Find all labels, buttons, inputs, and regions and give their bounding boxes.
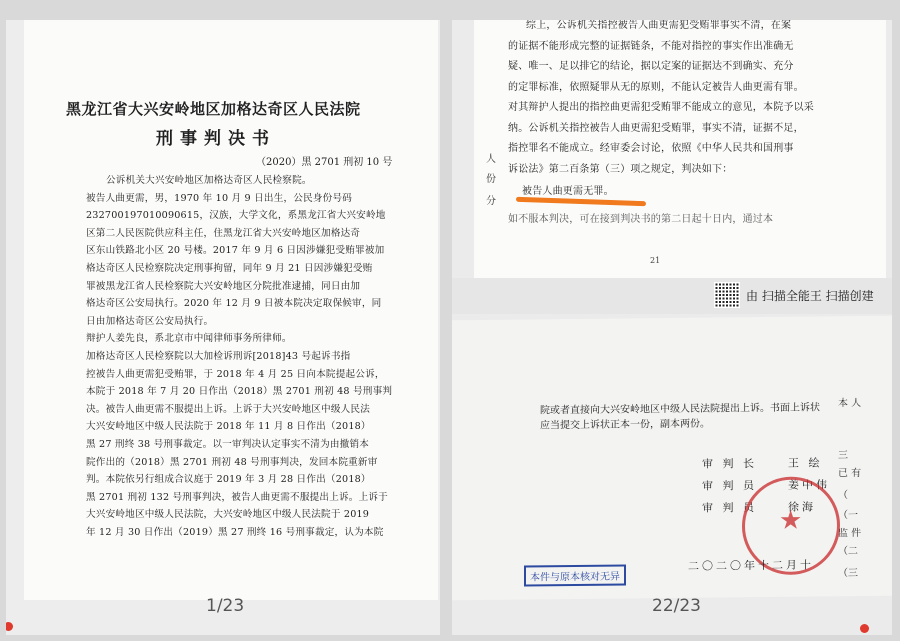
body-line: 院作出的（2018）黑 2701 刑初 48 号刑事判决，发回本院重新审 bbox=[86, 456, 378, 468]
judge-name: 王 绘 bbox=[788, 456, 823, 470]
body-line: 格达奇区公安局执行。2020 年 12 月 9 日被本院决定取保候审，同 bbox=[86, 298, 382, 310]
body-line: 对其辩护人提出的指控曲更需犯受贿罪不能成立的意见，本院予以采 bbox=[508, 102, 814, 113]
body-line: 年 12 月 30 日作出（2019）黑 27 刑终 16 号刑事裁定，认为本院 bbox=[86, 527, 384, 538]
certified-copy-stamp: 本件与原本核对无异 bbox=[524, 564, 626, 586]
body-line: 区第二人民医院供应科主任，住黑龙江省大兴安岭地区加格达奇 bbox=[86, 227, 361, 239]
edge-text: 三 bbox=[838, 450, 848, 462]
page-indicator-right: 22/23 bbox=[652, 596, 701, 616]
judgment-date: 二〇二〇年十二月十 bbox=[688, 558, 814, 573]
body-line: 黑 2701 刑初 132 号刑事判决，被告人曲更需不服提出上诉。上诉于 bbox=[86, 491, 388, 503]
body-line: 被告人曲更需，男，1970 年 10 月 9 日出生，公民身份号码 bbox=[86, 192, 353, 204]
body-line: 综上，公诉机关指控被告人曲更需犯受贿罪事实不清，在案 bbox=[526, 20, 792, 31]
edge-text: 监 件 bbox=[838, 528, 862, 540]
appeal-line: 应当提交上诉状正本一份，副本两份。 bbox=[540, 418, 710, 432]
margin-char: 份 bbox=[486, 174, 496, 185]
body-line: 加格达奇区人民检察院以大加检诉刑诉[2018]43 号起诉书指 bbox=[86, 351, 351, 362]
body-line: 的定罪标准，依照疑罪从无的原则，不能认定被告人曲更需有罪。 bbox=[508, 81, 804, 93]
court-title: 黑龙江省大兴安岭地区加格达奇区人民法院 bbox=[66, 100, 361, 118]
judge-role: 审 判 长 bbox=[702, 457, 757, 471]
margin-char: 人 bbox=[486, 154, 496, 165]
record-dot-icon bbox=[860, 624, 869, 633]
body-line: 指控罪名不能成立。经审委会讨论，依照《中华人民共和国刑事 bbox=[508, 143, 794, 154]
inner-page-number: 21 bbox=[650, 256, 661, 265]
body-line: 辩护人姜先良，系北京市中闻律师事务所律师。 bbox=[86, 333, 292, 345]
edge-text: （一 bbox=[838, 510, 858, 522]
edge-text: （二 bbox=[838, 546, 858, 558]
scan-watermark-strip bbox=[452, 278, 892, 314]
appeal-line: 院或者直接向大兴安岭地区中级人民法院提出上诉。书面上诉状 bbox=[540, 402, 820, 417]
qr-code-icon bbox=[714, 282, 740, 308]
body-line: 区东山铁路北小区 20 号楼。2017 年 9 月 6 日因涉嫌犯受贿罪被加 bbox=[86, 245, 385, 257]
highlight-underline bbox=[516, 197, 646, 207]
body-line: 罪被黑龙江省人民检察院大兴安岭地区分院批准逮捕，同日由加 bbox=[86, 280, 361, 292]
body-line: 格达奇区人民检察院决定刑事拘留，同年 9 月 21 日因涉嫌犯受贿 bbox=[86, 263, 373, 274]
judge-name: 徐海 bbox=[788, 500, 816, 514]
case-number: （2020）黑 2701 刑初 10 号 bbox=[256, 157, 393, 168]
body-line: 日由加格达奇区公安局执行。 bbox=[86, 315, 214, 327]
right-top-paper bbox=[474, 20, 886, 278]
cut-off-line: 如不服本判决，可在接到判决书的第二日起十日内，通过本 bbox=[508, 214, 774, 225]
left-page-panel[interactable] bbox=[6, 20, 440, 635]
judge-role: 审 判 员 bbox=[702, 501, 757, 515]
body-line: 本院于 2018 年 7 月 20 日作出（2018）黑 2701 刑初 48 号刑事判 bbox=[86, 386, 393, 398]
page-indicator-left: 1/23 bbox=[206, 596, 245, 616]
record-dot-icon bbox=[6, 622, 13, 631]
body-line: 公诉机关大兴安岭地区加格达奇区人民检察院。 bbox=[106, 175, 312, 186]
body-line: 决。被告人曲更需不服提出上诉。上诉于大兴安岭地区中级人民法 bbox=[86, 403, 371, 415]
body-line: 纳。公诉机关指控被告人曲更需犯受贿罪，事实不清，证据不足， bbox=[508, 122, 804, 134]
body-line: 判。本院依另行组成合议庭于 2019 年 3 月 28 日作出（2018） bbox=[86, 474, 371, 486]
body-line: 黑 27 刑终 38 号刑事裁定。以一审判决认定事实不清为由撤销本 bbox=[86, 439, 370, 450]
edge-text: （ bbox=[838, 490, 848, 502]
scan-app-label: 由 扫描全能王 扫描创建 bbox=[746, 289, 874, 303]
judge-role: 审 判 员 bbox=[702, 479, 757, 493]
right-page-panel[interactable] bbox=[452, 20, 892, 635]
body-line: 的证据不能形成完整的证据链条，不能对指控的事实作出准确无 bbox=[508, 40, 794, 52]
judge-name: 姜中伟 bbox=[788, 478, 830, 492]
edge-text: 本 人 bbox=[838, 398, 862, 410]
body-line: 大兴安岭地区中级人民法院，大兴安岭地区中级人民法院于 2019 bbox=[86, 509, 370, 521]
verdict-line: 被告人曲更需无罪。 bbox=[522, 186, 614, 197]
body-line: 诉讼法》第二百条第（三）项之规定，判决如下： bbox=[508, 163, 733, 175]
body-line: 大兴安岭地区中级人民法院于 2018 年 11 月 8 日作出（2018） bbox=[86, 421, 371, 433]
body-line: 疑、唯一、足以排它的结论，据以定案的证据达不到确实、充分 bbox=[508, 61, 794, 72]
edge-text: （三 bbox=[838, 568, 858, 580]
body-line: 控被告人曲更需犯受贿罪，于 2018 年 4 月 25 日向本院提起公诉， bbox=[86, 368, 385, 380]
edge-text: 已 有 bbox=[838, 468, 862, 480]
body-line: 232700197010090615，汉族，大学文化，系黑龙江省大兴安岭地 bbox=[86, 210, 386, 222]
document-title: 刑事判决书 bbox=[156, 129, 276, 149]
right-bottom-paper bbox=[452, 316, 892, 601]
margin-char: 分 bbox=[486, 196, 496, 207]
